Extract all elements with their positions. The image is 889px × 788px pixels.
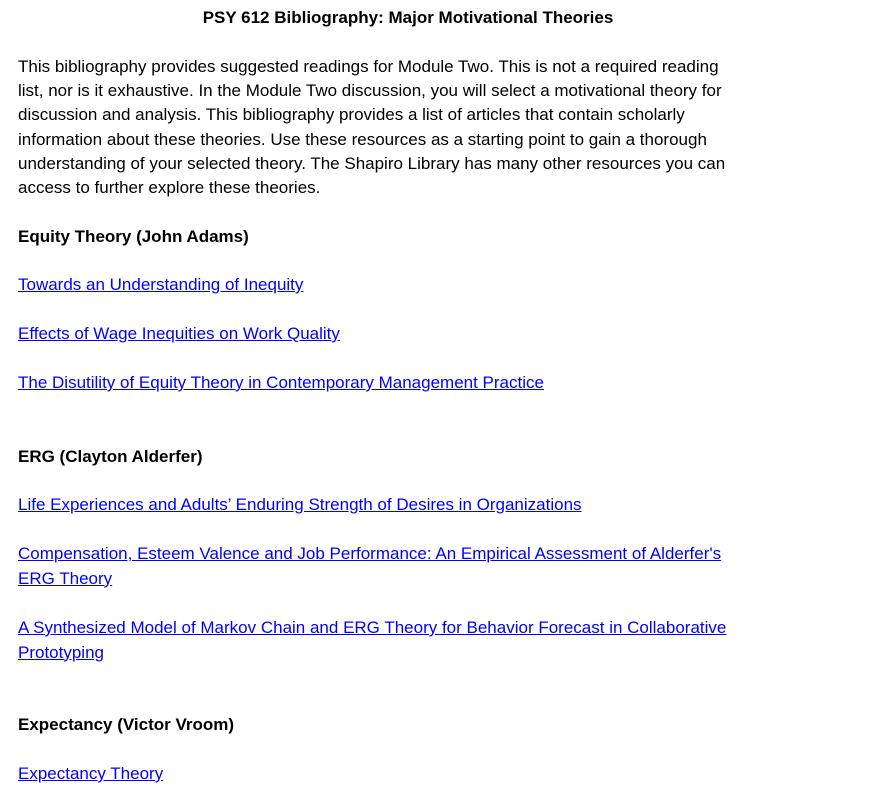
- link-synthesized-model-markov[interactable]: [18, 616, 726, 665]
- link-text: Effects of Wage Inequities on Work Quality: [18, 324, 340, 343]
- link-text: ERG Theory: [18, 568, 113, 588]
- link-text: A Synthesized Model of Markov Chain and ERG Theory for Behavior Forecast in Collaborative: [18, 618, 727, 637]
- intro-line: understanding of your selected theory. The Shapiro Library has many other resources you can: [18, 153, 726, 173]
- section-heading-equity-theory: Equity Theory (John Adams): [18, 227, 249, 246]
- link-text: Prototyping: [18, 642, 104, 662]
- link-text: Expectancy Theory: [18, 764, 164, 783]
- link-expectancy-theory[interactable]: [18, 762, 163, 787]
- intro-line: list, nor is it exhaustive. In the Module Two discussion, you will select a motivational theory for: [18, 81, 722, 101]
- link-text: The Disutility of Equity Theory in Contemporary Management Practice: [18, 373, 544, 392]
- link-compensation-esteem-valence[interactable]: [18, 542, 721, 591]
- document-title: PSY 612 Bibliography: Major Motivational Theories: [202, 8, 614, 27]
- intro-line: access to further explore these theories.: [18, 178, 321, 198]
- intro-paragraph: [18, 55, 818, 200]
- link-text: Compensation, Esteem Valence and Job Performance: An Empirical Assessment of Alderfer's: [18, 544, 722, 563]
- link-disutility-equity-theory[interactable]: [18, 371, 544, 396]
- link-effects-wage-inequities[interactable]: [18, 322, 340, 347]
- section-heading-erg: ERG (Clayton Alderfer): [18, 447, 203, 466]
- link-towards-understanding-inequity[interactable]: [18, 273, 303, 298]
- intro-line: discussion and analysis. This bibliography provides a list of articles that contain scholarly: [18, 105, 685, 125]
- intro-line: information about these theories. Use these resources as a starting point to gain a thorough: [18, 129, 707, 149]
- link-text: Towards an Understanding of Inequity: [18, 275, 304, 294]
- link-life-experiences-enduring-strength[interactable]: [18, 493, 582, 518]
- link-text: Life Experiences and Adults’ Enduring Strength of Desires in Organizations: [18, 495, 582, 514]
- intro-line: This bibliography provides suggested readings for Module Two. This is not a required reading: [18, 57, 719, 76]
- section-heading-expectancy: Expectancy (Victor Vroom): [18, 715, 235, 734]
